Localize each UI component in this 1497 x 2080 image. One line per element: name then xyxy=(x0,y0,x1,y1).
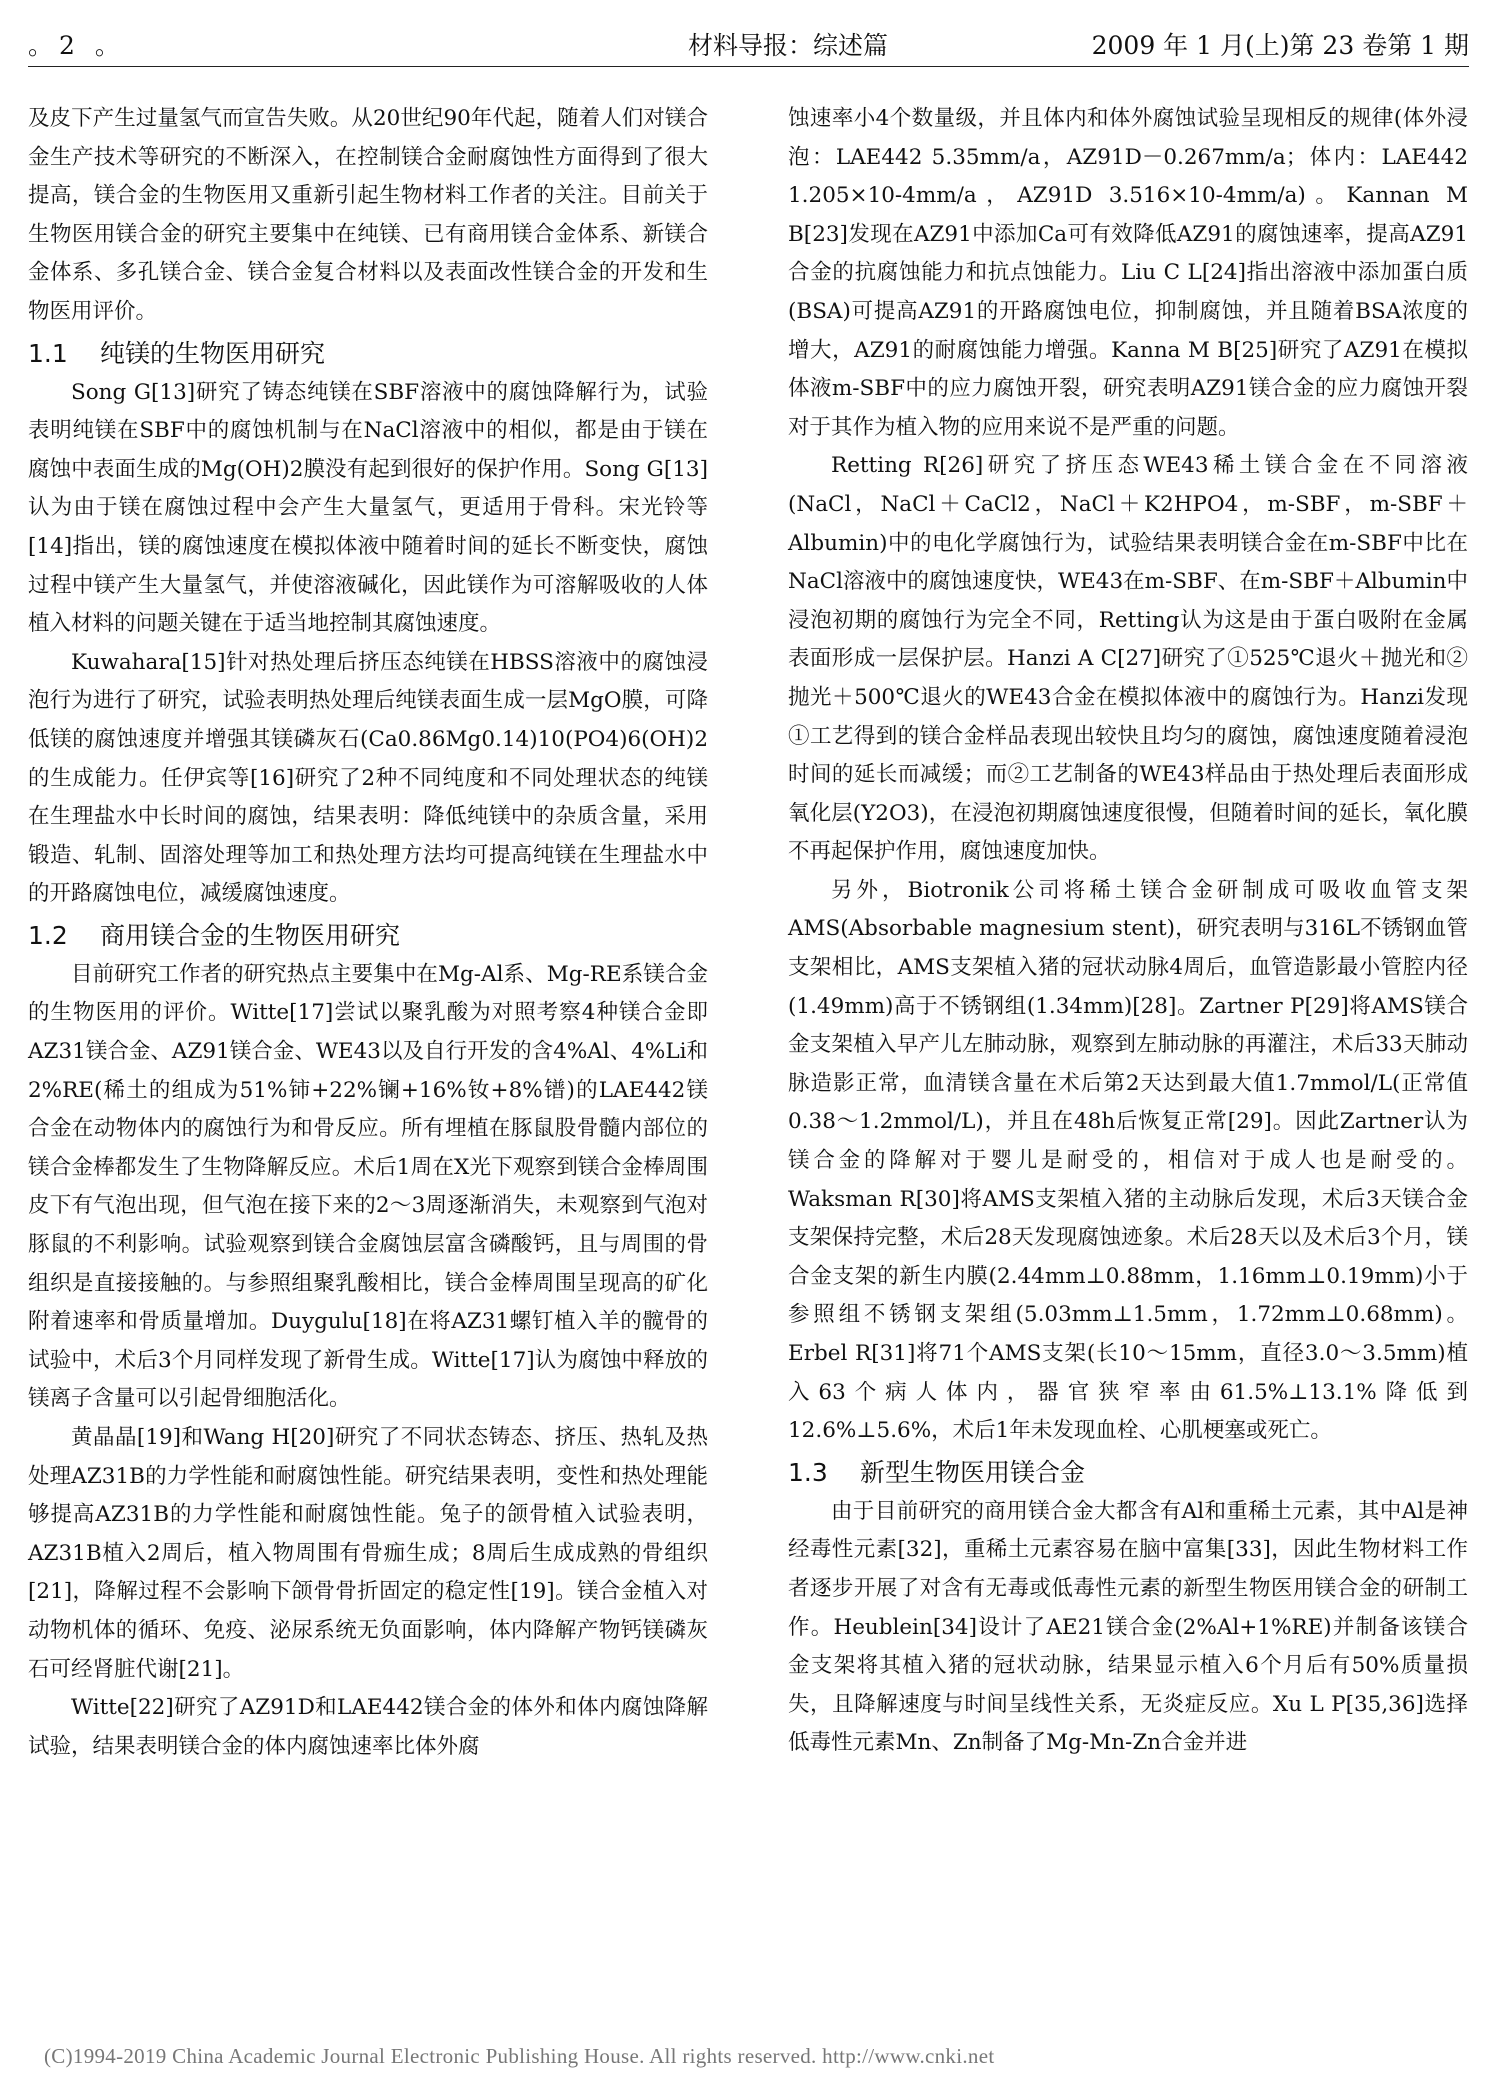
paragraph: Witte[22]研究了AZ91D和LAE442镁合金的体外和体内腐蚀降解试验，结果表明镁合金的体内腐蚀速率比体外腐 xyxy=(28,1695,708,1759)
journal-section: 材料导报：综述篇 xyxy=(688,31,889,60)
paragraph: 另外，Biotronik公司将稀土镁合金研制成可吸收血管支架AMS(Absorbable magnesium stent)，研究表明与316L不锈钢血管支架相比，AMS支架植入猪的冠状动脉4周后，血管造影最小管腔内径(1.49mm)高于不锈钢组(1.34mm)[28]。Zartner P[29]将AMS镁合金支架植入早产儿左肺动脉，观察到左肺动脉的再灌注，术后33天肺动脉造影正常，血清镁含量在术后第2天达到最大值1.7mmol/L(正常值0.38～1.2mmol/L)，并且在48h后恢复正常[29]。因此Zartner认为镁合金的降解对于婴儿是耐受的，相信对于成人也是耐受的。Waksman R[30]将AMS支架植入猪的主动脉后发现，术后3天镁合金支架保持完整，术后28天发现腐蚀迹象。术后28天以及术后3个月，镁合金支架的新生内膜(2.44mm⊥0.88mm，1.16mm⊥0.19mm)小于参照组不锈钢支架组(5.03mm⊥1.5mm，1.72mm⊥0.68mm)。Erbel R[31]将71个AMS支架(长10～15mm，直径3.0～3.5mm)植入63个病人体内，器官狭窄率由61.5%⊥13.1%降低到12.6%⊥5.6%，术后1年未发现血栓、心肌梗塞或死亡。 xyxy=(788,877,1468,1444)
paragraph: 目前研究工作者的研究热点主要集中在Mg-Al系、Mg-RE系镁合金的生物医用的评价。Witte[17]尝试以聚乳酸为对照考察4种镁合金即AZ31镁合金、AZ91镁合金、WE43以及自行开发的含4%Al、4%Li和2%RE(稀土的组成为51%铈+22%镧+16%钕+8%镨)的LAE442镁合金在动物体内的腐蚀行为和骨反应。所有埋植在豚鼠股骨髓内部位的镁合金棒都发生了生物降解反应。术后1周在X光下观察到镁合金棒周围皮下有气泡出现，但气泡在接下来的2～3周逐渐消失，未观察到气泡对豚鼠的不利影响。试验观察到镁合金腐蚀层富含磷酸钙，且与周围的骨组织是直接接触的。与参照组聚乳酸相比，镁合金棒周围呈现高的矿化附着速率和骨质量增加。Duygulu[18]在将AZ31螺钉植入羊的髋骨的试验中，术后3个月同样发现了新骨生成。Witte[17]认为腐蚀中释放的镁离子含量可以引起骨细胞活化。 xyxy=(28,961,708,1412)
section-heading-1-2: 1.2 商用镁合金的生物医用研究 xyxy=(28,920,401,950)
section-heading-1-3: 1.3 新型生物医用镁合金 xyxy=(788,1457,1086,1487)
paragraph: 由于目前研究的商用镁合金大都含有Al和重稀土元素，其中Al是神经毒性元素[32]，重稀土元素容易在脑中富集[33]，因此生物材料工作者逐步开展了对含有无毒或低毒性元素的新型生物医用镁合金的研制工作。Heublein[34]设计了AE21镁合金(2%Al+1%RE)并制备该镁合金支架将其植入猪的冠状动脉，结果显示植入6个月后有50%质量损失，且降解速度与时间呈线性关系，无炎症反应。Xu L P[35,36]选择低毒性元素Mn、Zn制备了Mg-Mn-Zn合金并进 xyxy=(788,1498,1468,1756)
right-column xyxy=(788,100,1468,1763)
left-column xyxy=(28,100,708,1766)
issue-info: 2009 年 1 月(上)第 23 卷第 1 期 xyxy=(1091,31,1469,60)
paragraph: 黄晶晶[19]和Wang H[20]研究了不同状态铸态、挤压、热轧及热处理AZ31B的力学性能和耐腐蚀性能。研究结果表明，变性和热处理能够提高AZ31B的力学性能和耐腐蚀性能。兔子的颌骨植入试验表明，AZ31B植入2周后，植入物周围有骨痂生成；8周后生成成熟的骨组织[21]，降解过程不会影响下颌骨骨折固定的稳定性[19]。镁合金植入对动物机体的循环、免疫、泌尿系统无负面影响，体内降解产物钙镁磷灰石可经肾脏代谢[21]。 xyxy=(28,1425,708,1682)
page-header xyxy=(28,22,1469,67)
paragraph: 蚀速率小4个数量级，并且体内和体外腐蚀试验呈现相反的规律(体外浸泡：LAE442 5.35mm/a，AZ91D－0.267mm/a；体内：LAE442 1.205×10-4mm/a，AZ91D 3.516×10-4mm/a)。Kannan M B[23]发现在AZ91中添加Ca可有效降低AZ91的腐蚀速率，提高AZ91合金的抗腐蚀能力和抗点蚀能力。Liu C L[24]指出溶液中添加蛋白质(BSA)可提高AZ91的开路腐蚀电位，抑制腐蚀，并且随着BSA浓度的增大，AZ91的耐腐蚀能力增强。Kanna M B[25]研究了AZ91在模拟体液m-SBF中的应力腐蚀开裂，研究表明AZ91镁合金的应力腐蚀开裂对于其作为植入物的应用来说不是严重的问题。 xyxy=(788,106,1468,440)
copyright-footer: (C)1994-2019 China Academic Journal Electronic Publishing House. All rights reserved. http://www.cnki.net xyxy=(44,2044,995,2068)
paragraph: Retting R[26]研究了挤压态WE43稀土镁合金在不同溶液(NaCl，NaCl＋CaCl2，NaCl＋K2HPO4，m-SBF，m-SBF＋Albumin)中的电化学腐蚀行为，试验结果表明镁合金在m-SBF中比在NaCl溶液中的腐蚀速度快，WE43在m-SBF、在m-SBF＋Albumin中浸泡初期的腐蚀行为完全不同，Retting认为这是由于蛋白吸附在金属表面形成一层保护层。Hanzi A C[27]研究了①525℃退火＋抛光和②抛光＋500℃退火的WE43合金在模拟体液中的腐蚀行为。Hanzi发现①工艺得到的镁合金样品表现出较快且均匀的腐蚀，腐蚀速度随着浸泡时间的延长而减缓；而②工艺制备的WE43样品由于热处理后表面形成氧化层(Y2O3)，在浸泡初期腐蚀速度很慢，但随着时间的延长，氧化膜不再起保护作用，腐蚀速度加快。 xyxy=(788,453,1468,865)
paragraph: Kuwahara[15]针对热处理后挤压态纯镁在HBSS溶液中的腐蚀浸泡行为进行了研究，试验表明热处理后纯镁表面生成一层MgO膜，可降低镁的腐蚀速度并增强其镁磷灰石(Ca0.86Mg0.14)10(PO4)6(OH)2的生成能力。任伊宾等[16]研究了2种不同纯度和不同处理状态的纯镁在生理盐水中长时间的腐蚀，结果表明：降低纯镁中的杂质含量，采用锻造、轧制、固溶处理等加工和热处理方法均可提高纯镁在生理盐水中的开路腐蚀电位，减缓腐蚀速度。 xyxy=(28,649,708,907)
paragraph: 及皮下产生过量氢气而宣告失败。从20世纪90年代起，随着人们对镁合金生产技术等研究的不断深入，在控制镁合金耐腐蚀性方面得到了很大提高，镁合金的生物医用又重新引起生物材料工作者的关注。目前关于生物医用镁合金的研究主要集中在纯镁、已有商用镁合金体系、新镁合金体系、多孔镁合金、镁合金复合材料以及表面改性镁合金的开发和生物医用评价。 xyxy=(28,106,708,324)
section-heading-1-1: 1.1 纯镁的生物医用研究 xyxy=(28,338,326,368)
page-number: 。2 。 xyxy=(28,31,126,60)
paragraph: Song G[13]研究了铸态纯镁在SBF溶液中的腐蚀降解行为，试验表明纯镁在SBF中的腐蚀机制与在NaCl溶液中的相似，都是由于镁在腐蚀中表面生成的Mg(OH)2膜没有起到很好的保护作用。Song G[13]认为由于镁在腐蚀过程中会产生大量氢气，更适用于骨科。宋光铃等[14]指出，镁的腐蚀速度在模拟体液中随着时间的延长不断变快，腐蚀过程中镁产生大量氢气，并使溶液碱化，因此镁作为可溶解吸收的人体植入材料的问题关键在于适当地控制其腐蚀速度。 xyxy=(28,379,708,637)
